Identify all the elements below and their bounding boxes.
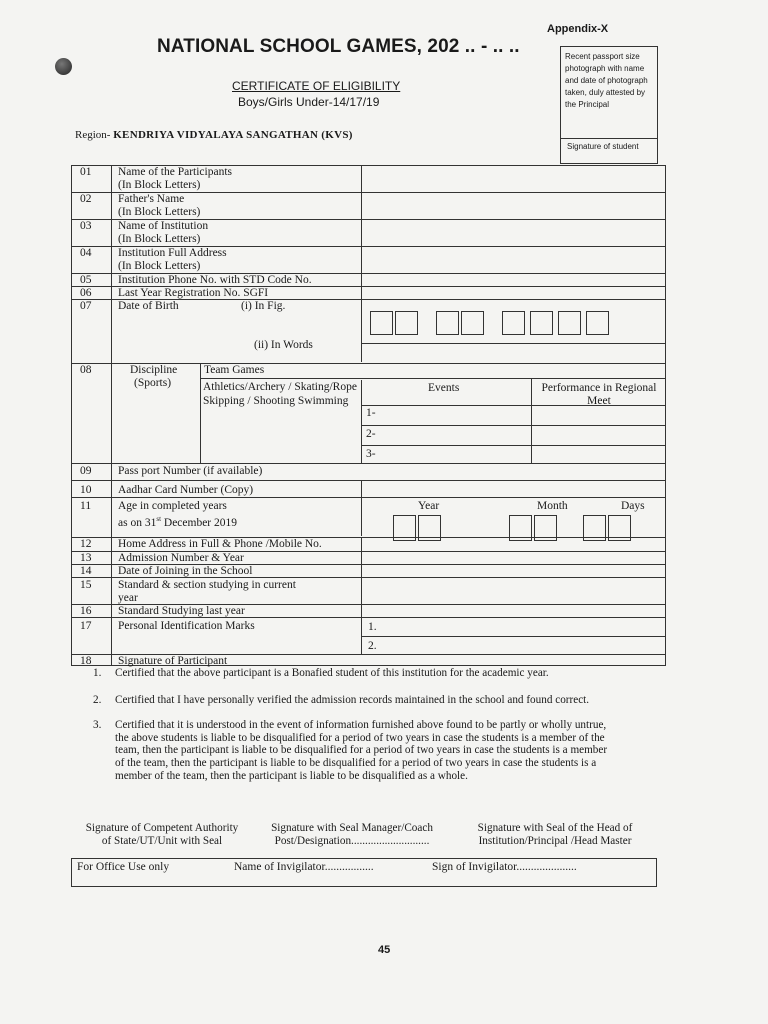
age-month-label: Month bbox=[537, 500, 568, 512]
father-name-field[interactable] bbox=[362, 193, 665, 219]
page-title: NATIONAL SCHOOL GAMES, 202 .. - .. .. bbox=[157, 36, 520, 57]
row-18-number: 18 bbox=[80, 655, 92, 667]
row-10-label: Aadhar Card Number (Copy) bbox=[118, 484, 254, 496]
event-3-label: 3- bbox=[366, 448, 376, 460]
photo-instructions: Recent passport size photograph with name and date of photograph taken, duly attested by the Principal bbox=[565, 52, 648, 109]
dob-box[interactable] bbox=[586, 311, 609, 335]
region-value: KENDRIYA VIDYALAYA SANGATHAN (KVS) bbox=[113, 129, 353, 141]
declaration-1 bbox=[93, 667, 613, 693]
row-16-number: 16 bbox=[80, 605, 92, 617]
row-12-label: Home Address in Full & Phone /Mobile No. bbox=[118, 538, 322, 550]
declaration-3-text: Certified that it is understood in the event of information furnished above found to be partly or wholly untrue, the above students is liable to be disqualified for a period of two years in case the students is a member of the team, then the participant is liable to be disqualified for a period of two years in case the students is a member of the team, then the participant is liable to be disqualified for a period of two years in case the students is a member of the team, then the participant is liable to be disqualified as a whole. bbox=[115, 719, 608, 782]
region-label: Region- bbox=[75, 129, 111, 141]
declaration-2-number: 2. bbox=[93, 694, 102, 706]
last-standard-field[interactable] bbox=[362, 605, 665, 617]
row-03-sublabel: (In Block Letters) bbox=[118, 233, 201, 245]
mark-1-label: 1. bbox=[368, 621, 377, 633]
row-01-number: 01 bbox=[80, 166, 92, 178]
row-11-number: 11 bbox=[80, 500, 92, 512]
event-1-label: 1- bbox=[366, 407, 376, 419]
row-16-label: Standard Studying last year bbox=[118, 605, 245, 617]
office-use-label: For Office Use only bbox=[77, 861, 170, 873]
joining-date-field[interactable] bbox=[362, 565, 665, 577]
dob-box[interactable] bbox=[502, 311, 525, 335]
institution-phone-field[interactable] bbox=[362, 274, 665, 286]
row-01-sublabel: (In Block Letters) bbox=[118, 179, 201, 191]
row-02-sublabel: (In Block Letters) bbox=[118, 206, 201, 218]
age-days-label: Days bbox=[621, 500, 645, 512]
dob-words-label: (ii) In Words bbox=[254, 339, 313, 351]
row-01-label: Name of the Participants bbox=[118, 166, 233, 178]
row-14-label: Date of Joining in the School bbox=[118, 565, 253, 577]
mark-2-label: 2. bbox=[368, 640, 377, 652]
declaration-1-text: Certified that the above participant is a Bonafied student of this institution for the academic year. bbox=[115, 667, 549, 679]
competent-authority-signature: Signature of Competent Authority of State/UT/Unit with Seal bbox=[85, 822, 239, 847]
event-2-label: 2- bbox=[366, 428, 376, 440]
row-10-number: 10 bbox=[80, 484, 92, 496]
home-address-field[interactable] bbox=[362, 538, 665, 550]
events-header: Events bbox=[428, 382, 460, 394]
row-02-label: Father's Name bbox=[118, 193, 185, 205]
participant-name-field[interactable] bbox=[362, 166, 665, 192]
manager-coach-signature: Signature with Seal Manager/Coach Post/Designation............................ bbox=[271, 822, 433, 847]
row-05-label: Institution Phone No. with STD Code No. bbox=[118, 274, 312, 286]
age-year-label: Year bbox=[418, 500, 440, 512]
row-17-number: 17 bbox=[80, 620, 92, 632]
certificate-title: CERTIFICATE OF ELIGIBILITY bbox=[232, 79, 401, 93]
row-12-number: 12 bbox=[80, 538, 92, 550]
individual-events-label: Athletics/Archery / Skating/Rope Skipping / Shooting Swimming bbox=[203, 381, 357, 407]
row-11-label: Age in completed years bbox=[118, 500, 227, 512]
institution-name-field[interactable] bbox=[362, 220, 665, 246]
declaration-3 bbox=[93, 719, 613, 799]
row-04-number: 04 bbox=[80, 247, 92, 259]
row-15-number: 15 bbox=[80, 579, 92, 591]
dob-box[interactable] bbox=[461, 311, 484, 335]
declaration-2-text: Certified that I have personally verified the admission records maintained in the school and found correct. bbox=[115, 694, 590, 706]
invigilator-name-field[interactable]: Name of Invigilator................. bbox=[234, 861, 374, 873]
performance-header: Performance in Regional Meet bbox=[541, 382, 657, 407]
row-13-label: Admission Number & Year bbox=[118, 552, 244, 564]
declaration-2 bbox=[93, 694, 613, 720]
row-09-label: Pass port Number (if available) bbox=[118, 465, 263, 477]
row-13-number: 13 bbox=[80, 552, 92, 564]
row-08-sublabel: (Sports) bbox=[134, 377, 172, 389]
row-11-sublabel bbox=[118, 513, 237, 530]
row-03-label: Name of Institution bbox=[118, 220, 209, 232]
row-07-label: Date of Birth bbox=[118, 300, 179, 312]
row-08-number: 08 bbox=[80, 364, 92, 376]
age-category: Boys/Girls Under-14/17/19 bbox=[238, 95, 380, 109]
declaration-1-number: 1. bbox=[93, 667, 102, 679]
registration-field[interactable] bbox=[362, 287, 665, 299]
row-09-number: 09 bbox=[80, 465, 92, 477]
row-03-number: 03 bbox=[80, 220, 92, 232]
row-15-sublabel: year bbox=[118, 592, 138, 604]
age-date-suffix: December 2019 bbox=[161, 516, 238, 529]
dob-fig-label: (i) In Fig. bbox=[241, 300, 286, 312]
row-05-number: 05 bbox=[80, 274, 92, 286]
row-04-label: Institution Full Address bbox=[118, 247, 227, 259]
passport-field[interactable] bbox=[362, 465, 665, 479]
dob-box[interactable] bbox=[395, 311, 418, 335]
row-07-number: 07 bbox=[80, 300, 92, 312]
dob-box[interactable] bbox=[530, 311, 553, 335]
head-of-institution-signature: Signature with Seal of the Head of Institution/Principal /Head Master bbox=[477, 822, 633, 847]
row-04-sublabel: (In Block Letters) bbox=[118, 260, 201, 272]
age-date-superscript: st bbox=[156, 515, 162, 523]
punch-hole bbox=[55, 58, 72, 75]
dob-box[interactable] bbox=[370, 311, 393, 335]
aadhar-field[interactable] bbox=[362, 482, 665, 496]
dob-box[interactable] bbox=[436, 311, 459, 335]
admission-field[interactable] bbox=[362, 552, 665, 564]
row-15-label: Standard & section studying in current bbox=[118, 579, 296, 591]
region-line bbox=[75, 129, 353, 141]
student-signature-label: Signature of student bbox=[567, 142, 639, 151]
team-games-label: Team Games bbox=[204, 364, 265, 376]
appendix-label: Appendix-X bbox=[547, 23, 609, 35]
invigilator-sign-field[interactable]: Sign of Invigilator..................... bbox=[432, 861, 577, 873]
page-number: 45 bbox=[378, 944, 391, 956]
row-17-label: Personal Identification Marks bbox=[118, 620, 255, 632]
current-standard-field[interactable] bbox=[362, 578, 665, 604]
row-18-label: Signature of Participant bbox=[118, 655, 228, 667]
row-06-label: Last Year Registration No. SGFI bbox=[118, 287, 269, 299]
row-06-number: 06 bbox=[80, 287, 92, 299]
row-14-number: 14 bbox=[80, 565, 92, 577]
row-02-number: 02 bbox=[80, 193, 92, 205]
institution-address-field[interactable] bbox=[362, 247, 665, 273]
age-date-prefix: as on 31 bbox=[118, 516, 157, 529]
row-08-label: Discipline bbox=[130, 364, 178, 376]
declaration-3-number: 3. bbox=[93, 719, 102, 731]
dob-box[interactable] bbox=[558, 311, 581, 335]
